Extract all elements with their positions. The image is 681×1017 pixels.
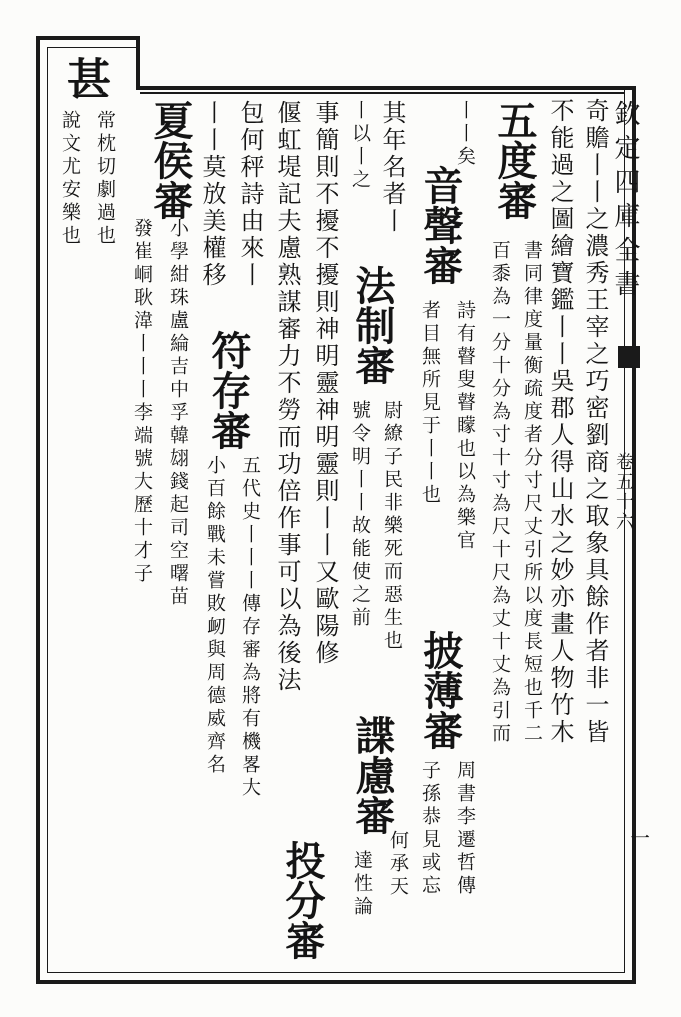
text-column-8c: 子孫恭見或忘 — [419, 760, 441, 898]
text-column-13: 丨丨莫放美權移 — [198, 100, 226, 289]
text-column-6: 者目無所見于丨丨也 — [419, 300, 441, 507]
page-number: 一 — [630, 826, 650, 850]
book-title: 欽定四庫全書 — [610, 100, 640, 304]
entry-heading-fazhishen: 法制審 — [349, 265, 396, 385]
fishtail-mark — [618, 346, 640, 368]
text-column-5a: 丨丨矣 — [454, 100, 476, 169]
text-column-8: 號令明丨丨故能使之前 — [349, 400, 371, 630]
text-column-7a: 其年名者丨 — [378, 100, 406, 235]
volume-label: 卷五十六 — [613, 452, 634, 532]
text-column-9c: 達性論 — [351, 850, 373, 919]
entry-heading-piboshen: 披薄審 — [417, 630, 464, 750]
text-column-3: 書同律度量衡疏度者分寸尺丈引所以度長短也千二 — [521, 240, 543, 746]
text-column-9b: 何承天 — [387, 830, 409, 899]
text-column-1: 奇贍丨丨之濃秀王宰之巧密劉商之取象具餘作者非一皆 — [581, 98, 609, 746]
text-column-10: 事簡則不擾不擾則神明靈神明靈則丨丨又歐陽修 — [311, 100, 339, 667]
entry-heading-fucunshen: 符存審 — [205, 330, 252, 450]
text-column-17: 說文尤安樂也 — [59, 110, 81, 248]
text-column-4: 百黍為一分十分為寸十寸為尺十尺為丈十丈為引而 — [489, 240, 511, 746]
rhyme-head: 甚 — [59, 56, 110, 100]
entry-heading-moulushen: 諜慮審 — [349, 715, 396, 835]
text-column-15: 發崔峒耿湋丨丨丨李端號大歷十才子 — [131, 218, 153, 586]
text-column-12c: 五代史丨丨丨傳存審為將有機畧大 — [239, 455, 261, 800]
header-gap — [140, 36, 640, 87]
header-rule — [140, 86, 636, 90]
text-column-9a: 丨以丨之 — [349, 100, 371, 192]
entry-heading-toufenshen: 投分審 — [279, 840, 326, 960]
entry-heading-yinshengshen: 音聲審 — [417, 165, 464, 285]
text-column-11: 偃虹堤記夫慮熟謀審力不勞而功倍作事可以為後法 — [273, 100, 301, 694]
text-column-16: 常枕切劇過也 — [94, 110, 116, 248]
text-column-2: 不能過之圖繪寶鑑丨丨吳郡人得山水之妙亦畫人物竹木 — [546, 98, 574, 746]
header-vertical-rule — [136, 36, 140, 90]
text-column-5c: 詩有瞽叟瞽矇也以為樂官 — [454, 300, 476, 553]
text-column-6c: 周書李遷哲傳 — [454, 760, 476, 898]
header-rule-thin — [140, 92, 625, 94]
text-column-12: 包何秤詩由來丨 — [236, 100, 264, 289]
text-column-13b: 小百餘戰未嘗敗衂與周德威齊名 — [204, 455, 226, 777]
entry-heading-wudushen: 五度審 — [491, 100, 538, 220]
text-column-7c: 尉繚子民非樂死而惡生也 — [381, 400, 403, 653]
entry-heading-xiahoushen: 夏侯審 — [147, 100, 194, 220]
text-column-14b: 小學紺珠盧綸吉中孚韓翃錢起司空曙苗 — [167, 218, 189, 609]
